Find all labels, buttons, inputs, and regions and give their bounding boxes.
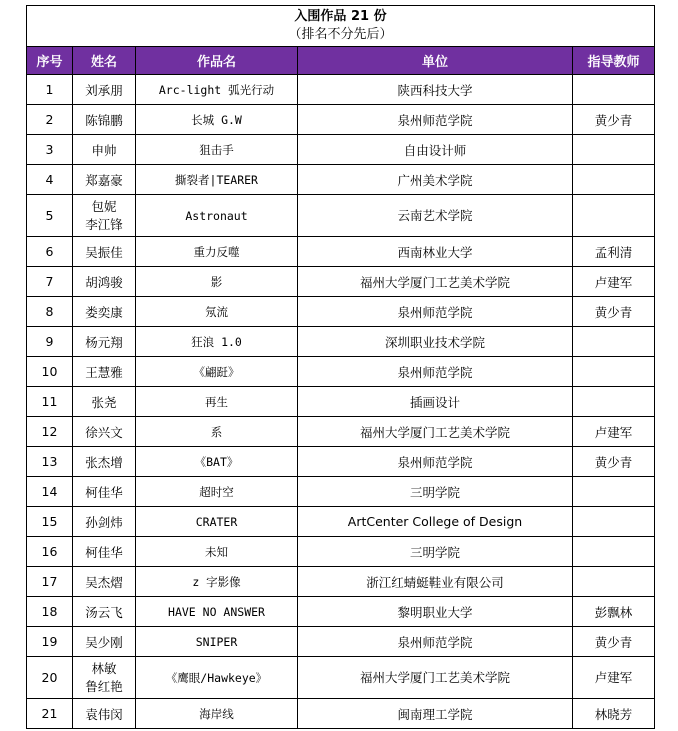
cell-work: 《翩跹》 <box>136 357 298 387</box>
participant-name: 柯佳华 <box>85 484 123 500</box>
table-row <box>27 195 655 237</box>
cell-name <box>73 165 136 195</box>
cell-name <box>73 537 136 567</box>
cell-teacher: 黄少青 <box>573 627 655 657</box>
cell-work: 氖流 <box>136 297 298 327</box>
table-row <box>27 567 655 597</box>
cell-unit: 泉州师范学院 <box>298 297 573 327</box>
cell-unit: 黎明职业大学 <box>298 597 573 627</box>
cell-unit: 西南林业大学 <box>298 237 573 267</box>
cell-teacher <box>573 165 655 195</box>
cell-name <box>73 75 136 105</box>
cell-unit: 泉州师范学院 <box>298 105 573 135</box>
cell-teacher: 彭飘林 <box>573 597 655 627</box>
table-title-cell <box>27 6 655 47</box>
table-row <box>27 699 655 729</box>
cell-no: 12 <box>27 417 73 447</box>
cell-no: 15 <box>27 507 73 537</box>
participant-name: 吴少刚 <box>85 634 123 650</box>
table-row <box>27 597 655 627</box>
table-row <box>27 237 655 267</box>
cell-unit: 插画设计 <box>298 387 573 417</box>
cell-teacher: 卢建军 <box>573 657 655 699</box>
cell-teacher <box>573 75 655 105</box>
cell-work: SNIPER <box>136 627 298 657</box>
participant-name: 李江锋 <box>85 216 123 232</box>
cell-teacher <box>573 357 655 387</box>
cell-unit: 云南艺术学院 <box>298 195 573 237</box>
participant-name: 娄奕康 <box>85 304 123 320</box>
header-unit: 单位 <box>298 47 573 75</box>
cell-teacher <box>573 387 655 417</box>
cell-teacher <box>573 135 655 165</box>
cell-unit: 自由设计师 <box>298 135 573 165</box>
cell-no: 18 <box>27 597 73 627</box>
cell-name <box>73 447 136 477</box>
table-row <box>27 537 655 567</box>
participant-name: 王慧雅 <box>85 364 123 380</box>
table-row <box>27 657 655 699</box>
cell-unit: 三明学院 <box>298 477 573 507</box>
cell-name <box>73 387 136 417</box>
table-row <box>27 297 655 327</box>
cell-no: 1 <box>27 75 73 105</box>
cell-teacher: 卢建军 <box>573 417 655 447</box>
cell-teacher: 黄少青 <box>573 105 655 135</box>
cell-name <box>73 477 136 507</box>
table-row <box>27 627 655 657</box>
header-teacher: 指导教师 <box>573 47 655 75</box>
cell-no: 19 <box>27 627 73 657</box>
cell-unit: 泉州师范学院 <box>298 627 573 657</box>
participant-name: 袁伟闵 <box>85 706 123 722</box>
cell-work: 撕裂者|TEARER <box>136 165 298 195</box>
cell-no: 2 <box>27 105 73 135</box>
participant-name: 徐兴文 <box>85 424 123 440</box>
cell-work: 未知 <box>136 537 298 567</box>
participant-name: 吴杰熠 <box>85 574 123 590</box>
participant-name: 申帅 <box>91 142 117 158</box>
cell-name <box>73 237 136 267</box>
cell-name <box>73 507 136 537</box>
cell-work: 重力反噬 <box>136 237 298 267</box>
cell-no: 11 <box>27 387 73 417</box>
cell-name <box>73 657 136 699</box>
table-subtitle: （排名不分先后） <box>288 27 393 42</box>
cell-unit: ArtCenter College of Design <box>298 507 573 537</box>
cell-name <box>73 267 136 297</box>
participant-name: 张杰增 <box>85 454 123 470</box>
cell-no: 7 <box>27 267 73 297</box>
cell-name <box>73 105 136 135</box>
cell-teacher <box>573 327 655 357</box>
cell-unit: 深圳职业技术学院 <box>298 327 573 357</box>
participant-name: 张尧 <box>91 394 117 410</box>
cell-teacher <box>573 477 655 507</box>
cell-unit: 泉州师范学院 <box>298 357 573 387</box>
participant-name: 刘承朋 <box>85 82 123 98</box>
participant-name: 汤云飞 <box>85 604 123 620</box>
table-row <box>27 447 655 477</box>
cell-no: 4 <box>27 165 73 195</box>
participant-name: 柯佳华 <box>85 544 123 560</box>
participant-name: 吴振佳 <box>85 244 123 260</box>
participant-name: 胡鸿骏 <box>85 274 123 290</box>
table-row <box>27 105 655 135</box>
cell-no: 17 <box>27 567 73 597</box>
cell-work: 海岸线 <box>136 699 298 729</box>
cell-no: 10 <box>27 357 73 387</box>
participant-name: 林敏 <box>91 660 117 676</box>
cell-work: 影 <box>136 267 298 297</box>
cell-unit: 陕西科技大学 <box>298 75 573 105</box>
cell-work: 狙击手 <box>136 135 298 165</box>
participant-name: 陈锦鹏 <box>85 112 123 128</box>
cell-teacher <box>573 195 655 237</box>
participant-name: 杨元翔 <box>85 334 123 350</box>
cell-no: 20 <box>27 657 73 699</box>
table-row <box>27 327 655 357</box>
cell-work: 长城 G.W <box>136 105 298 135</box>
cell-work: 再生 <box>136 387 298 417</box>
cell-teacher <box>573 567 655 597</box>
cell-teacher: 孟利清 <box>573 237 655 267</box>
cell-work: 《BAT》 <box>136 447 298 477</box>
cell-no: 13 <box>27 447 73 477</box>
cell-no: 6 <box>27 237 73 267</box>
cell-no: 3 <box>27 135 73 165</box>
table-row <box>27 417 655 447</box>
cell-no: 9 <box>27 327 73 357</box>
participant-name: 郑嘉豪 <box>85 172 123 188</box>
cell-name <box>73 297 136 327</box>
table-row <box>27 387 655 417</box>
cell-unit: 泉州师范学院 <box>298 447 573 477</box>
cell-unit: 福州大学厦门工艺美术学院 <box>298 657 573 699</box>
table-row <box>27 75 655 105</box>
table-title: 入围作品 21 份 <box>294 9 387 24</box>
finalist-table-container <box>26 5 654 729</box>
header-work: 作品名 <box>136 47 298 75</box>
cell-work: 《鹰眼/Hawkeye》 <box>136 657 298 699</box>
cell-teacher <box>573 507 655 537</box>
cell-work: 系 <box>136 417 298 447</box>
table-row <box>27 165 655 195</box>
cell-name <box>73 327 136 357</box>
cell-work: Arc-light 弧光行动 <box>136 75 298 105</box>
cell-teacher: 林晓芳 <box>573 699 655 729</box>
cell-unit: 三明学院 <box>298 537 573 567</box>
cell-name <box>73 417 136 447</box>
participant-name: 孙剑炜 <box>85 514 123 530</box>
cell-teacher: 黄少青 <box>573 447 655 477</box>
header-row <box>27 47 655 75</box>
cell-work: CRATER <box>136 507 298 537</box>
cell-no: 5 <box>27 195 73 237</box>
cell-name <box>73 627 136 657</box>
cell-teacher <box>573 537 655 567</box>
cell-unit: 广州美术学院 <box>298 165 573 195</box>
cell-work: Astronaut <box>136 195 298 237</box>
cell-no: 14 <box>27 477 73 507</box>
cell-name <box>73 357 136 387</box>
cell-name <box>73 597 136 627</box>
participant-name: 鲁红艳 <box>85 678 123 694</box>
cell-work: z 字影像 <box>136 567 298 597</box>
table-row <box>27 267 655 297</box>
table-body <box>27 75 655 729</box>
table-row <box>27 477 655 507</box>
table-row <box>27 507 655 537</box>
cell-unit: 福州大学厦门工艺美术学院 <box>298 417 573 447</box>
cell-unit: 闽南理工学院 <box>298 699 573 729</box>
cell-unit: 福州大学厦门工艺美术学院 <box>298 267 573 297</box>
cell-work: 狂浪 1.0 <box>136 327 298 357</box>
cell-teacher: 卢建军 <box>573 267 655 297</box>
table-row <box>27 357 655 387</box>
participant-name: 包妮 <box>91 198 117 214</box>
cell-name <box>73 699 136 729</box>
cell-no: 16 <box>27 537 73 567</box>
cell-no: 21 <box>27 699 73 729</box>
header-name: 姓名 <box>73 47 136 75</box>
cell-work: 超时空 <box>136 477 298 507</box>
cell-work: HAVE NO ANSWER <box>136 597 298 627</box>
cell-name <box>73 567 136 597</box>
table-row <box>27 135 655 165</box>
cell-no: 8 <box>27 297 73 327</box>
cell-name <box>73 135 136 165</box>
cell-name <box>73 195 136 237</box>
header-no: 序号 <box>27 47 73 75</box>
finalist-table <box>26 5 655 729</box>
cell-teacher: 黄少青 <box>573 297 655 327</box>
cell-unit: 浙江红蜻蜓鞋业有限公司 <box>298 567 573 597</box>
